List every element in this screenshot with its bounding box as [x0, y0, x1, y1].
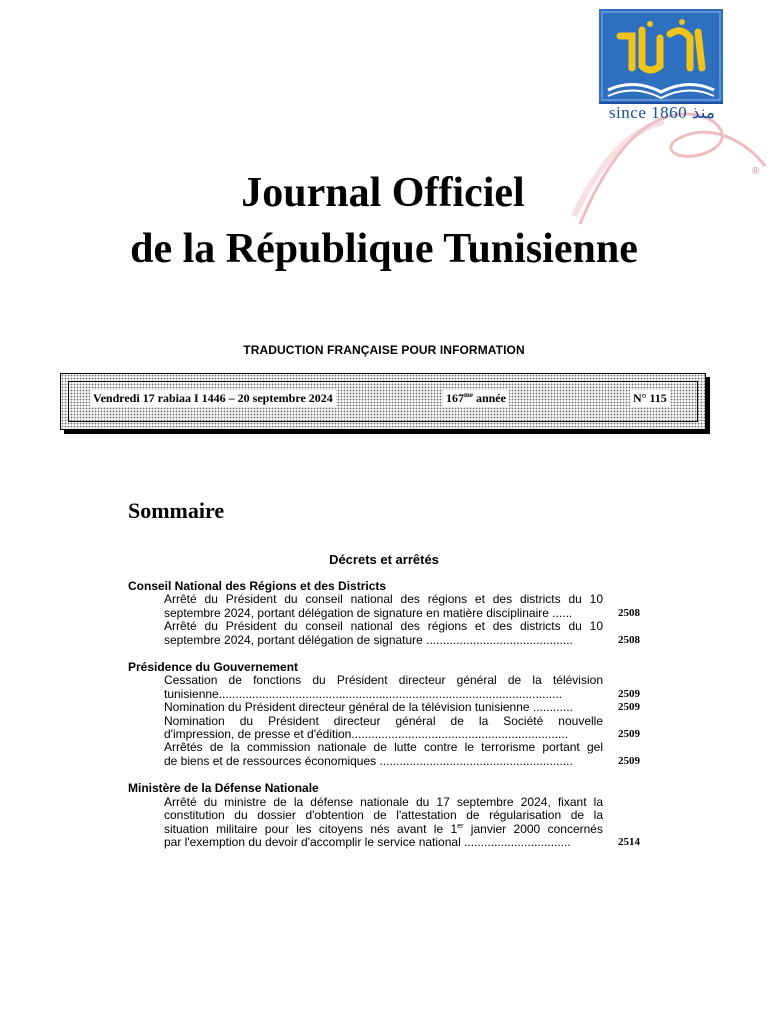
- toc-group: [128, 580, 640, 647]
- toc-entry-line: situation militaire pour les citoyens nés avant le 1er janvier 2000 concernés: [164, 822, 603, 836]
- toc-entry-line: septembre 2024, portant délégation de signature ............................................: [164, 633, 573, 647]
- journal-title-line1: Journal Officiel: [241, 170, 525, 216]
- toc-entry-text: [164, 796, 603, 850]
- journal-title-line2: de la République Tunisienne: [130, 226, 638, 272]
- toc-group-title: Présidence du Gouvernement: [128, 660, 299, 675]
- toc-group: [128, 782, 640, 849]
- toc-entry-page: 2509: [618, 687, 640, 700]
- registered-mark: ®: [752, 166, 760, 177]
- toc-group-title: Ministère de la Défense Nationale: [128, 781, 319, 796]
- toc-entry-line: Nomination du Président directeur général de la Société nouvelle: [164, 714, 603, 728]
- toc-entry-line: constitution du dossier d'obtention de l'attestation de régularisation de la: [164, 809, 603, 823]
- toc-group-title: Conseil National des Régions et des Districts: [128, 579, 387, 593]
- toc-entry-page: 2508: [618, 633, 640, 646]
- toc-entry-line: Arrêté du ministre de la défense nationale du 17 septembre 2024, fixant la: [164, 795, 603, 809]
- toc-entry-line: de biens et de ressources économiques ..........................................................: [164, 754, 573, 768]
- toc-entry-text: [164, 674, 603, 701]
- toc-entry-line: Arrêté du Président du conseil national des régions et des districts du 10: [164, 593, 603, 607]
- toc-group: [128, 661, 640, 768]
- toc-entry-text: [164, 593, 603, 620]
- toc-entry-page: 2509: [618, 701, 640, 714]
- issue-year: $167^{me}$ année: [443, 390, 509, 407]
- toc-entry-line: d'impression, de presse et d'édition.................................................................: [164, 728, 569, 742]
- toc-entry-line: Nomination du Président directeur général de la télévision tunisienne ............: [164, 701, 573, 715]
- toc-entry: [164, 715, 640, 742]
- toc-entry: [164, 796, 640, 850]
- toc-entry-line: Arrêtés de la commission nationale de lutte contre le terrorisme portant gel: [164, 741, 603, 755]
- summary-title: Sommaire: [128, 498, 225, 523]
- section-heading: Décrets et arrêtés: [329, 552, 439, 567]
- toc-entry: [164, 701, 640, 714]
- table-of-contents: [128, 580, 640, 863]
- toc-entry-line: Arrêté du Président du conseil national des régions et des districts du 10: [164, 620, 603, 634]
- toc-entry-line: Cessation de fonctions du Président directeur général de la télévision: [164, 674, 603, 688]
- toc-entry-page: 2508: [618, 606, 640, 619]
- toc-entry-page: 2514: [618, 835, 640, 848]
- translation-subtitle: TRADUCTION FRANÇAISE POUR INFORMATION: [243, 343, 525, 357]
- toc-entry-page: 2509: [618, 728, 640, 741]
- toc-entry: [164, 620, 640, 647]
- toc-entry-line: septembre 2024, portant délégation de signature en matière disciplinaire ......: [164, 606, 573, 620]
- toc-entry-page: 2509: [618, 754, 640, 767]
- toc-entry-line: tunisienne.......................................................................................................: [164, 687, 563, 701]
- toc-entry-text: [164, 715, 603, 742]
- toc-entry: [164, 593, 640, 620]
- toc-entry-text: [164, 741, 603, 768]
- toc-entry: [164, 741, 640, 768]
- issue-number: N° 115: [630, 390, 670, 407]
- issue-date: Vendredi 17 rabiaa I 1446 – 20 septembre 2024: [90, 390, 336, 407]
- logo-since-text: since 1860 منذ: [608, 103, 716, 122]
- toc-entry: [164, 674, 640, 701]
- toc-entry-line: par l'exemption du devoir d'accomplir le service national ................................: [164, 835, 571, 849]
- toc-entry-text: [164, 620, 603, 647]
- toc-entry-text: [164, 701, 603, 714]
